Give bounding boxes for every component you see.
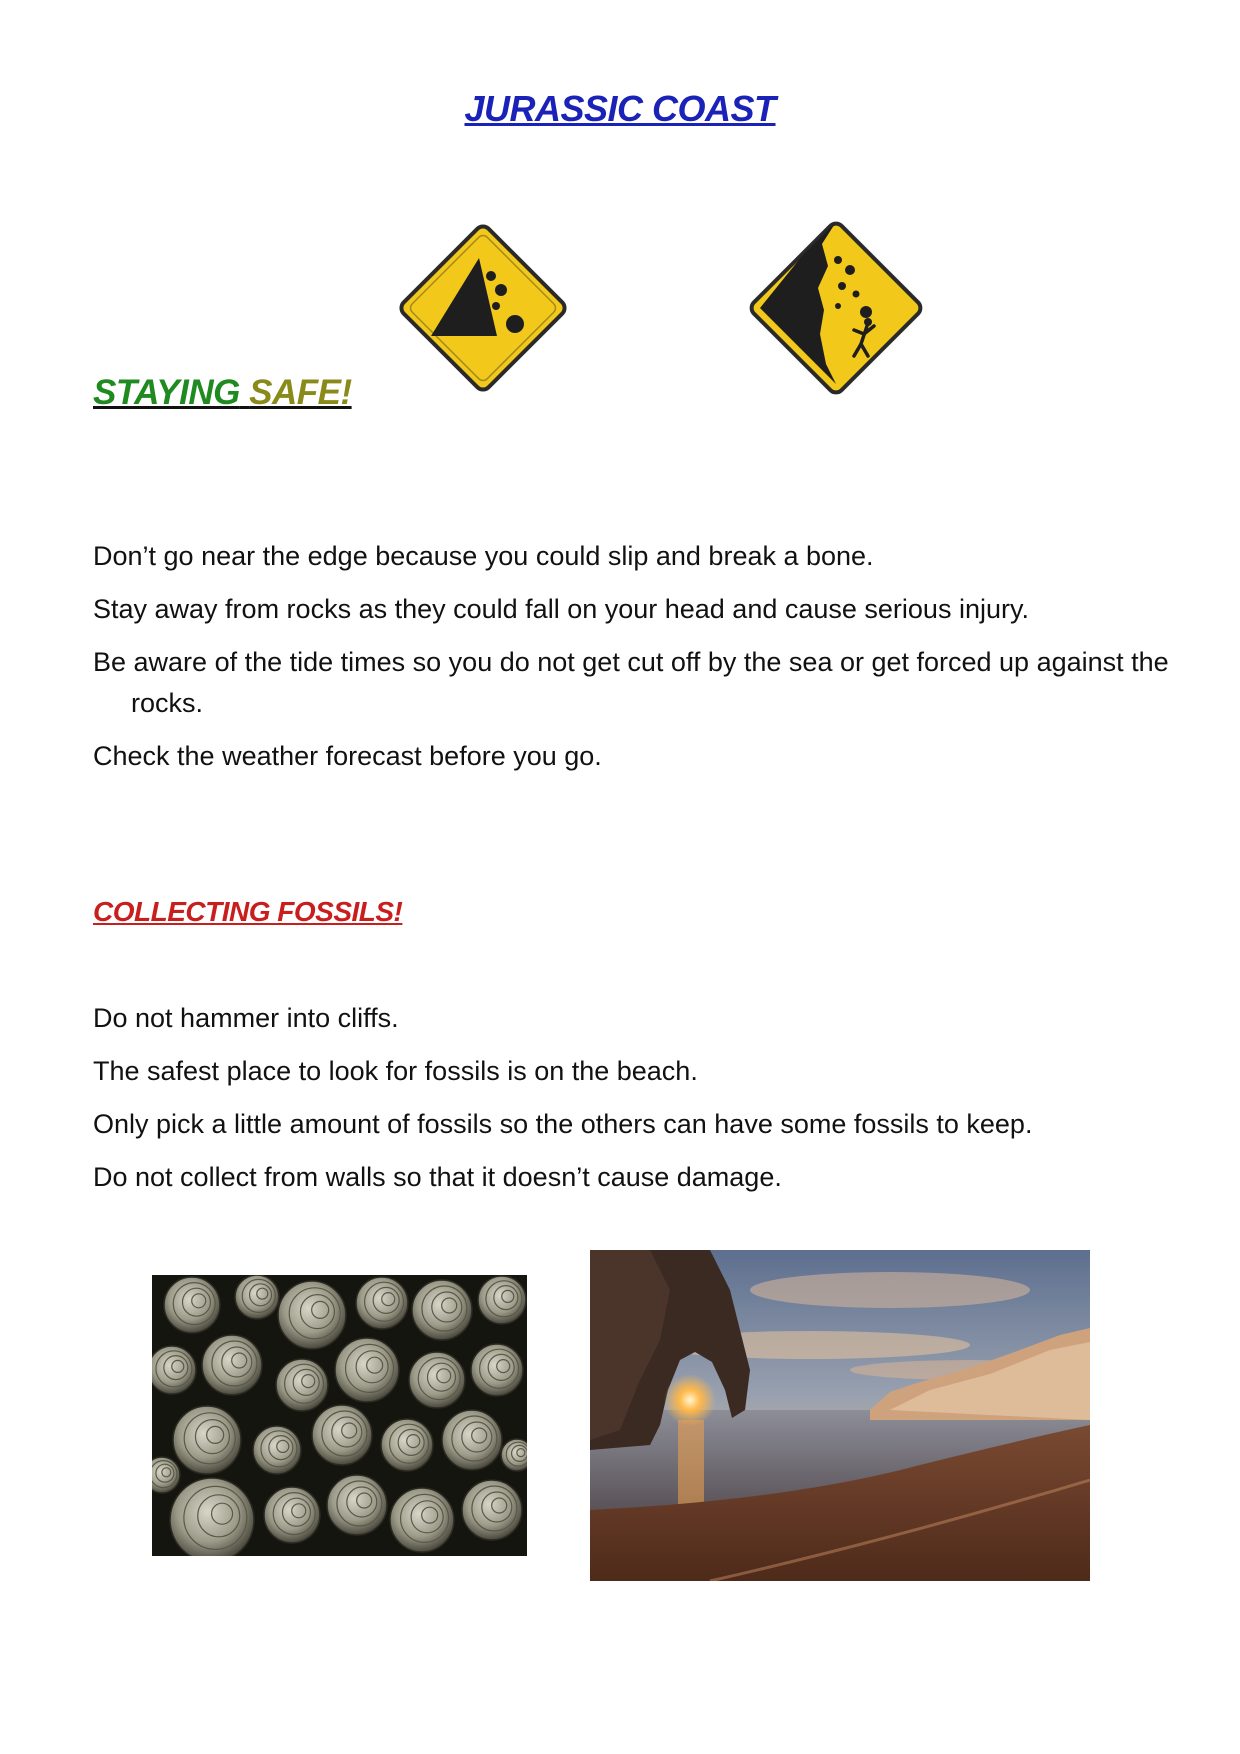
list-item: Check the weather forecast before you go. bbox=[93, 741, 602, 771]
list-item: Do not hammer into cliffs. bbox=[93, 1003, 399, 1033]
list-item: The safest place to look for fossils is on the beach. bbox=[93, 1056, 698, 1086]
list-item: Stay away from rocks as they could fall on your head and cause serious injury. bbox=[93, 594, 1029, 624]
staying-safe-heading-word1: STAYING bbox=[93, 373, 240, 412]
ammonite-fossils-image bbox=[152, 1275, 527, 1556]
list-item: Be aware of the tide times so you do not get cut off by the sea or get forced up against the rocks. bbox=[93, 647, 1169, 718]
list-item: Only pick a little amount of fossils so the others can have some fossils to keep. bbox=[93, 1109, 1033, 1139]
staying-safe-list bbox=[93, 536, 1173, 789]
falling-rocks-sign-icon bbox=[393, 218, 573, 398]
coastal-arch-sunset-image bbox=[590, 1250, 1090, 1581]
list-item: Don’t go near the edge because you could slip and break a bone. bbox=[93, 541, 874, 571]
collecting-fossils-list bbox=[93, 998, 1173, 1210]
staying-safe-heading bbox=[93, 373, 352, 413]
cliff-rockfall-person-sign-icon bbox=[742, 214, 930, 402]
list-item: Do not collect from walls so that it doesn’t cause damage. bbox=[93, 1162, 782, 1192]
collecting-fossils-heading: COLLECTING FOSSILS! bbox=[93, 896, 403, 927]
staying-safe-heading-word2: SAFE! bbox=[249, 373, 352, 412]
page-title: JURASSIC COAST bbox=[464, 88, 776, 129]
